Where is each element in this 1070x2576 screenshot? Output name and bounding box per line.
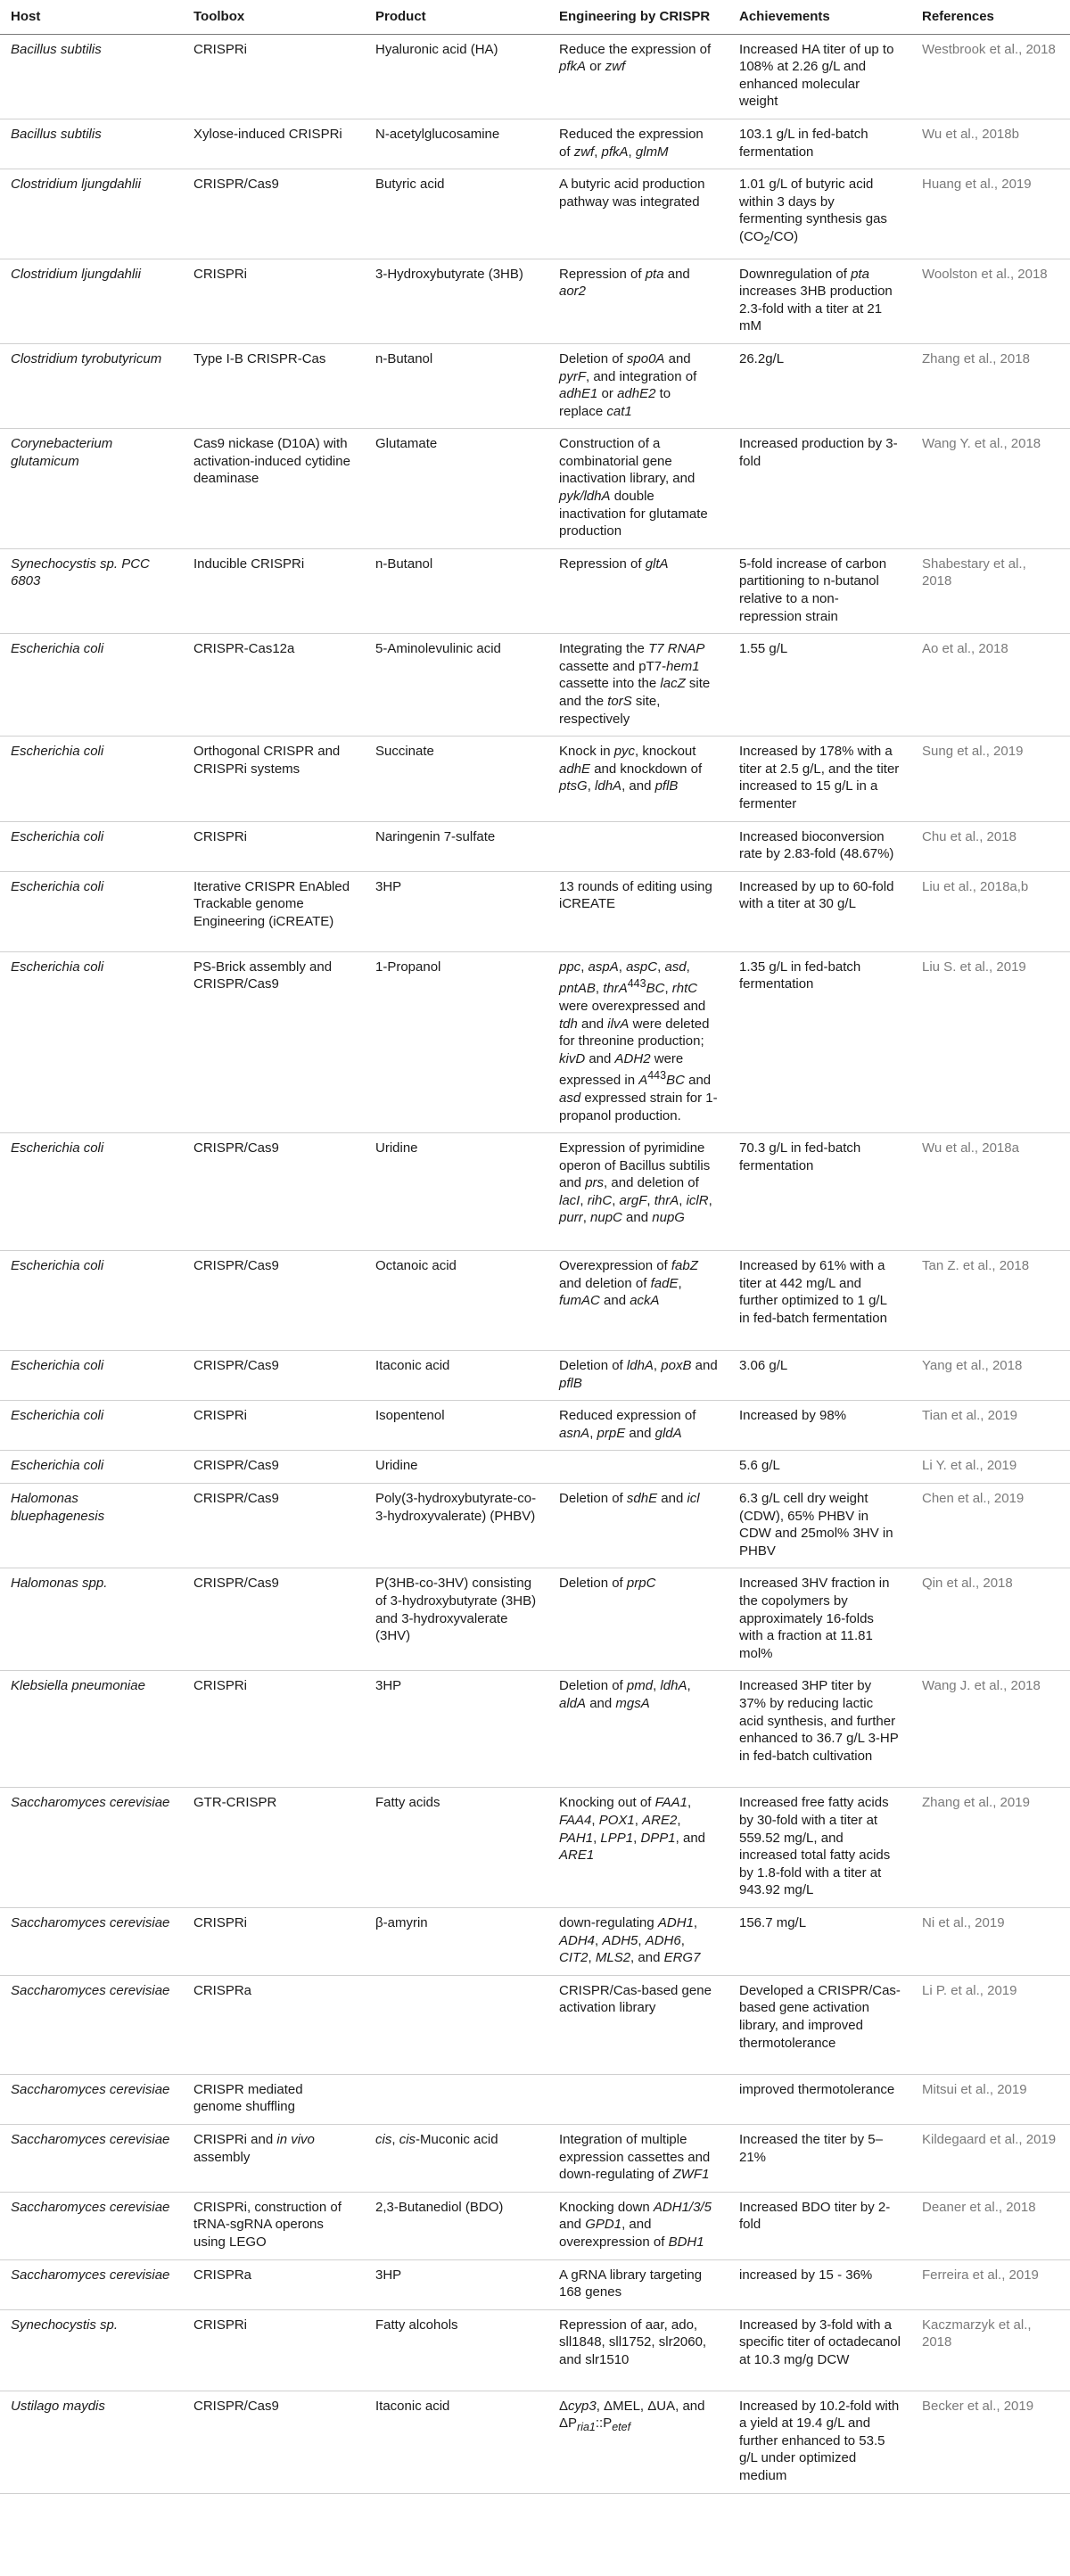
product-cell: Fatty acids xyxy=(365,1788,548,1908)
header-toolbox: Toolbox xyxy=(183,0,365,34)
table-row xyxy=(0,951,1070,1132)
table-row xyxy=(0,343,1070,428)
reference-cell: Deaner et al., 2018 xyxy=(911,2192,1070,2259)
header-references: References xyxy=(911,0,1070,34)
host-cell: Clostridium ljungdahlii xyxy=(0,169,183,259)
engineering-cell: CRISPR/Cas-based gene activation library xyxy=(548,1975,728,2074)
host-cell: Saccharomyces cerevisiae xyxy=(0,2192,183,2259)
product-cell: N-acetylglucosamine xyxy=(365,119,548,169)
toolbox-cell: Inducible CRISPRi xyxy=(183,548,365,633)
host-cell: Saccharomyces cerevisiae xyxy=(0,1788,183,1908)
engineering-cell: A gRNA library targeting 168 genes xyxy=(548,2259,728,2309)
toolbox-cell: CRISPRi xyxy=(183,821,365,871)
toolbox-cell: PS-Brick assembly and CRISPR/Cas9 xyxy=(183,951,365,1132)
achievements-cell: Increased by 10.2-fold with a yield at 19.4 g/L and further enhanced to 53.5 g/L under optimized medium xyxy=(728,2391,911,2493)
reference-cell: Shabestary et al., 2018 xyxy=(911,548,1070,633)
host-cell: Clostridium tyrobutyricum xyxy=(0,343,183,428)
achievements-cell: Increased BDO titer by 2-fold xyxy=(728,2192,911,2259)
engineering-cell: Deletion of spo0A and pyrF, and integration of adhE1 or adhE2 to replace cat1 xyxy=(548,343,728,428)
table-row xyxy=(0,634,1070,737)
table-row xyxy=(0,1568,1070,1671)
host-cell: Escherichia coli xyxy=(0,871,183,951)
achievements-cell: Increased 3HV fraction in the copolymers by approximately 16-folds with a fraction at 11.81 mol% xyxy=(728,1568,911,1671)
achievements-cell: Increased 3HP titer by 37% by reducing lactic acid synthesis, and further enhanced to 36.7 g/L 3-HP in fed-batch cultivation xyxy=(728,1671,911,1788)
engineering-cell: Deletion of pmd, ldhA, aldA and mgsA xyxy=(548,1671,728,1788)
reference-cell: Sung et al., 2019 xyxy=(911,737,1070,821)
achievements-cell: Increased production by 3-fold xyxy=(728,429,911,549)
table-row xyxy=(0,2259,1070,2309)
achievements-cell: 1.55 g/L xyxy=(728,634,911,737)
host-cell: Halomonas bluephagenesis xyxy=(0,1484,183,1568)
reference-cell: Kaczmarzyk et al., 2018 xyxy=(911,2309,1070,2391)
toolbox-cell: CRISPRi xyxy=(183,1671,365,1788)
table-row xyxy=(0,821,1070,871)
engineering-cell: Overexpression of fabZ and deletion of fadE, fumAC and ackA xyxy=(548,1251,728,1351)
reference-cell: Li Y. et al., 2019 xyxy=(911,1451,1070,1484)
toolbox-cell: CRISPR/Cas9 xyxy=(183,1251,365,1351)
toolbox-cell: CRISPRi xyxy=(183,1907,365,1975)
achievements-cell: 156.7 mg/L xyxy=(728,1907,911,1975)
host-cell: Corynebacterium glutamicum xyxy=(0,429,183,549)
product-cell: Isopentenol xyxy=(365,1401,548,1451)
achievements-cell: 26.2g/L xyxy=(728,343,911,428)
toolbox-cell: Cas9 nickase (D10A) with activation-induced cytidine deaminase xyxy=(183,429,365,549)
product-cell xyxy=(365,1975,548,2074)
table-row xyxy=(0,2124,1070,2192)
reference-cell: Mitsui et al., 2019 xyxy=(911,2074,1070,2124)
table-row xyxy=(0,34,1070,119)
toolbox-cell: CRISPRi xyxy=(183,2309,365,2391)
host-cell: Escherichia coli xyxy=(0,951,183,1132)
table-row xyxy=(0,1401,1070,1451)
host-cell: Saccharomyces cerevisiae xyxy=(0,2124,183,2192)
host-cell: Escherichia coli xyxy=(0,737,183,821)
host-cell: Halomonas spp. xyxy=(0,1568,183,1671)
host-cell: Ustilago maydis xyxy=(0,2391,183,2493)
product-cell: Glutamate xyxy=(365,429,548,549)
reference-cell: Westbrook et al., 2018 xyxy=(911,34,1070,119)
host-cell: Synechocystis sp. xyxy=(0,2309,183,2391)
achievements-cell: Increased by 178% with a titer at 2.5 g/L, and the titer increased to 15 g/L in a fermenter xyxy=(728,737,911,821)
reference-cell: Zhang et al., 2019 xyxy=(911,1788,1070,1908)
table-row xyxy=(0,1907,1070,1975)
achievements-cell: 1.35 g/L in fed-batch fermentation xyxy=(728,951,911,1132)
product-cell: 5-Aminolevulinic acid xyxy=(365,634,548,737)
reference-cell: Kildegaard et al., 2019 xyxy=(911,2124,1070,2192)
header-host: Host xyxy=(0,0,183,34)
product-cell: Butyric acid xyxy=(365,169,548,259)
toolbox-cell: CRISPRa xyxy=(183,2259,365,2309)
product-cell: Itaconic acid xyxy=(365,1351,548,1401)
reference-cell: Liu S. et al., 2019 xyxy=(911,951,1070,1132)
header-achievements: Achievements xyxy=(728,0,911,34)
achievements-cell: improved thermotolerance xyxy=(728,2074,911,2124)
product-cell: Fatty alcohols xyxy=(365,2309,548,2391)
toolbox-cell: CRISPR/Cas9 xyxy=(183,2391,365,2493)
engineering-cell: Repression of gltA xyxy=(548,548,728,633)
table-row xyxy=(0,871,1070,951)
product-cell: P(3HB-co-3HV) consisting of 3-hydroxybutyrate (3HB) and 3-hydroxyvalerate (3HV) xyxy=(365,1568,548,1671)
host-cell: Saccharomyces cerevisiae xyxy=(0,2074,183,2124)
table-row xyxy=(0,1251,1070,1351)
engineering-cell: ppc, aspA, aspC, asd, pntAB, thrA$^{443}$BC, rhtC were overexpressed and tdh and ilvA were deleted for threonine production; kivD and ADH2 were expressed in $A^{443}BC$ and asd expressed strain for 1-propanol production. xyxy=(548,951,728,1132)
engineering-cell: Deletion of ldhA, poxB and pflB xyxy=(548,1351,728,1401)
toolbox-cell: CRISPR mediated genome shuffling xyxy=(183,2074,365,2124)
product-cell: Itaconic acid xyxy=(365,2391,548,2493)
host-cell: Synechocystis sp. PCC 6803 xyxy=(0,548,183,633)
engineering-cell: Expression of pyrimidine operon of Bacillus subtilis and prs, and deletion of lacI, rihC, argF, thrA, iclR, purr, nupC and nupG xyxy=(548,1133,728,1251)
engineering-cell: 13 rounds of editing using iCREATE xyxy=(548,871,728,951)
product-cell: 3HP xyxy=(365,871,548,951)
reference-cell: Wu et al., 2018a xyxy=(911,1133,1070,1251)
toolbox-cell: Orthogonal CRISPR and CRISPRi systems xyxy=(183,737,365,821)
product-cell: Uridine xyxy=(365,1133,548,1251)
toolbox-cell: CRISPR-Cas12a xyxy=(183,634,365,737)
reference-cell: Chen et al., 2019 xyxy=(911,1484,1070,1568)
engineering-cell: Reduce the expression of pfkA or zwf xyxy=(548,34,728,119)
achievements-cell: Increased HA titer of up to 108% at 2.26 g/L and enhanced molecular weight xyxy=(728,34,911,119)
achievements-cell: 103.1 g/L in fed-batch fermentation xyxy=(728,119,911,169)
reference-cell: Becker et al., 2019 xyxy=(911,2391,1070,2493)
product-cell: 3-Hydroxybutyrate (3HB) xyxy=(365,259,548,343)
host-cell: Bacillus subtilis xyxy=(0,119,183,169)
product-cell: Succinate xyxy=(365,737,548,821)
product-cell: 2,3-Butanediol (BDO) xyxy=(365,2192,548,2259)
table-row xyxy=(0,2391,1070,2493)
reference-cell: Huang et al., 2019 xyxy=(911,169,1070,259)
engineering-cell: Repression of aar, ado, sll1848, sll1752, slr2060, and slr1510 xyxy=(548,2309,728,2391)
engineering-cell: Integrating the T7 RNAP cassette and pT7-hem1 cassette into the lacZ site and the torS site, respectively xyxy=(548,634,728,737)
toolbox-cell: CRISPR/Cas9 xyxy=(183,1133,365,1251)
host-cell: Saccharomyces cerevisiae xyxy=(0,1975,183,2074)
host-cell: Klebsiella pneumoniae xyxy=(0,1671,183,1788)
product-cell: Naringenin 7-sulfate xyxy=(365,821,548,871)
product-cell: Octanoic acid xyxy=(365,1251,548,1351)
achievements-cell: 5-fold increase of carbon partitioning to n-butanol relative to a non-repression strain xyxy=(728,548,911,633)
table-row xyxy=(0,1788,1070,1908)
product-cell xyxy=(365,2074,548,2124)
engineering-cell: Knock in pyc, knockout adhE and knockdown of ptsG, ldhA, and pflB xyxy=(548,737,728,821)
product-cell: cis, cis-Muconic acid xyxy=(365,2124,548,2192)
engineering-cell: A butyric acid production pathway was integrated xyxy=(548,169,728,259)
engineering-cell: Reduced expression of asnA, prpE and gldA xyxy=(548,1401,728,1451)
product-cell: n-Butanol xyxy=(365,343,548,428)
reference-cell: Wang Y. et al., 2018 xyxy=(911,429,1070,549)
engineering-cell: Knocking out of FAA1, FAA4, POX1, ARE2, PAH1, LPP1, DPP1, and ARE1 xyxy=(548,1788,728,1908)
toolbox-cell: CRISPR/Cas9 xyxy=(183,1484,365,1568)
reference-cell: Tan Z. et al., 2018 xyxy=(911,1251,1070,1351)
achievements-cell: Increased by up to 60-fold with a titer at 30 g/L xyxy=(728,871,911,951)
achievements-cell: increased by 15 - 36% xyxy=(728,2259,911,2309)
achievements-cell: 70.3 g/L in fed-batch fermentation xyxy=(728,1133,911,1251)
toolbox-cell: CRISPRi, construction of tRNA-sgRNA operons using LEGO xyxy=(183,2192,365,2259)
reference-cell: Woolston et al., 2018 xyxy=(911,259,1070,343)
engineering-cell: Repression of pta and aor2 xyxy=(548,259,728,343)
achievements-cell: Developed a CRISPR/Cas-based gene activation library, and improved thermotolerance xyxy=(728,1975,911,2074)
table-body xyxy=(0,34,1070,2493)
achievements-cell: 5.6 g/L xyxy=(728,1451,911,1484)
table-row xyxy=(0,429,1070,549)
host-cell: Escherichia coli xyxy=(0,1133,183,1251)
reference-cell: Yang et al., 2018 xyxy=(911,1351,1070,1401)
reference-cell: Tian et al., 2019 xyxy=(911,1401,1070,1451)
toolbox-cell: CRISPR/Cas9 xyxy=(183,1351,365,1401)
toolbox-cell: Type I-B CRISPR-Cas xyxy=(183,343,365,428)
table-row xyxy=(0,1484,1070,1568)
table-row xyxy=(0,548,1070,633)
reference-cell: Li P. et al., 2019 xyxy=(911,1975,1070,2074)
reference-cell: Chu et al., 2018 xyxy=(911,821,1070,871)
reference-cell: Qin et al., 2018 xyxy=(911,1568,1070,1671)
achievements-cell: Increased by 98% xyxy=(728,1401,911,1451)
achievements-cell: Downregulation of pta increases 3HB production 2.3-fold with a titer at 21 mM xyxy=(728,259,911,343)
reference-cell: Ao et al., 2018 xyxy=(911,634,1070,737)
toolbox-cell: GTR-CRISPR xyxy=(183,1788,365,1908)
achievements-cell: Increased free fatty acids by 30-fold with a titer at 559.52 mg/L, and increased total fatty acids by 1.8-fold with a titer at 943.92 mg/L xyxy=(728,1788,911,1908)
engineering-cell: Integration of multiple expression cassettes and down-regulating of ZWF1 xyxy=(548,2124,728,2192)
table-row xyxy=(0,119,1070,169)
host-cell: Escherichia coli xyxy=(0,1251,183,1351)
table-row xyxy=(0,2309,1070,2391)
achievements-cell: 6.3 g/L cell dry weight (CDW), 65% PHBV in CDW and 25mol% 3HV in PHBV xyxy=(728,1484,911,1568)
engineering-cell: Reduced the expression of zwf, pfkA, glmM xyxy=(548,119,728,169)
reference-cell: Wang J. et al., 2018 xyxy=(911,1671,1070,1788)
toolbox-cell: CRISPRa xyxy=(183,1975,365,2074)
achievements-cell: Increased the titer by 5–21% xyxy=(728,2124,911,2192)
product-cell: n-Butanol xyxy=(365,548,548,633)
product-cell: 3HP xyxy=(365,1671,548,1788)
toolbox-cell: CRISPRi xyxy=(183,1401,365,1451)
host-cell: Escherichia coli xyxy=(0,1401,183,1451)
table-row xyxy=(0,1671,1070,1788)
header-product: Product xyxy=(365,0,548,34)
host-cell: Escherichia coli xyxy=(0,821,183,871)
toolbox-cell: CRISPR/Cas9 xyxy=(183,1451,365,1484)
host-cell: Escherichia coli xyxy=(0,634,183,737)
table-row xyxy=(0,1451,1070,1484)
table-row xyxy=(0,169,1070,259)
engineering-cell: Construction of a combinatorial gene inactivation library, and pyk/ldhA double inactivation for glutamate production xyxy=(548,429,728,549)
toolbox-cell: Iterative CRISPR EnAbled Trackable genome Engineering (iCREATE) xyxy=(183,871,365,951)
engineering-cell xyxy=(548,1451,728,1484)
table-row xyxy=(0,1975,1070,2074)
header-engineering: Engineering by CRISPR xyxy=(548,0,728,34)
table-row xyxy=(0,259,1070,343)
host-cell: Escherichia coli xyxy=(0,1451,183,1484)
engineering-cell: down-regulating ADH1, ADH4, ADH5, ADH6, CIT2, MLS2, and ERG7 xyxy=(548,1907,728,1975)
host-cell: Bacillus subtilis xyxy=(0,34,183,119)
table-row xyxy=(0,2074,1070,2124)
engineering-cell: Knocking down ADH1/3/5 and GPD1, and overexpression of BDH1 xyxy=(548,2192,728,2259)
toolbox-cell: CRISPRi xyxy=(183,259,365,343)
product-cell: Poly(3-hydroxybutyrate-co-3-hydroxyvalerate) (PHBV) xyxy=(365,1484,548,1568)
table-row xyxy=(0,2192,1070,2259)
reference-cell: Ferreira et al., 2019 xyxy=(911,2259,1070,2309)
reference-cell: Zhang et al., 2018 xyxy=(911,343,1070,428)
reference-cell: Liu et al., 2018a,b xyxy=(911,871,1070,951)
engineering-cell xyxy=(548,821,728,871)
toolbox-cell: CRISPR/Cas9 xyxy=(183,169,365,259)
reference-cell: Ni et al., 2019 xyxy=(911,1907,1070,1975)
host-cell: Saccharomyces cerevisiae xyxy=(0,2259,183,2309)
achievements-cell: Increased by 3-fold with a specific titer of octadecanol at 10.3 mg/g DCW xyxy=(728,2309,911,2391)
table-row xyxy=(0,737,1070,821)
achievements-cell: 1.01 g/L of butyric acid within 3 days by fermenting synthesis gas $(CO_2/CO)$ xyxy=(728,169,911,259)
engineering-cell: Δcyp3, ΔMEL, ΔUA, and $\Delta P_{ria1}::P_{etef}$ xyxy=(548,2391,728,2493)
host-cell: Escherichia coli xyxy=(0,1351,183,1401)
host-cell: Clostridium ljungdahlii xyxy=(0,259,183,343)
reference-cell: Wu et al., 2018b xyxy=(911,119,1070,169)
toolbox-cell: Xylose-induced CRISPRi xyxy=(183,119,365,169)
achievements-cell: Increased by 61% with a titer at 442 mg/L and further optimized to 1 g/L in fed-batch fermentation xyxy=(728,1251,911,1351)
engineering-cell xyxy=(548,2074,728,2124)
product-cell: Hyaluronic acid (HA) xyxy=(365,34,548,119)
toolbox-cell: CRISPRi and in vivo assembly xyxy=(183,2124,365,2192)
product-cell: 1-Propanol xyxy=(365,951,548,1132)
engineering-cell: Deletion of sdhE and icl xyxy=(548,1484,728,1568)
table-row xyxy=(0,1351,1070,1401)
toolbox-cell: CRISPRi xyxy=(183,34,365,119)
table-header-row xyxy=(0,0,1070,34)
table-row xyxy=(0,1133,1070,1251)
product-cell: 3HP xyxy=(365,2259,548,2309)
toolbox-cell: CRISPR/Cas9 xyxy=(183,1568,365,1671)
engineering-cell: Deletion of prpC xyxy=(548,1568,728,1671)
product-cell: β-amyrin xyxy=(365,1907,548,1975)
achievements-cell: Increased bioconversion rate by 2.83-fold (48.67%) xyxy=(728,821,911,871)
host-cell: Saccharomyces cerevisiae xyxy=(0,1907,183,1975)
product-cell: Uridine xyxy=(365,1451,548,1484)
achievements-cell: 3.06 g/L xyxy=(728,1351,911,1401)
